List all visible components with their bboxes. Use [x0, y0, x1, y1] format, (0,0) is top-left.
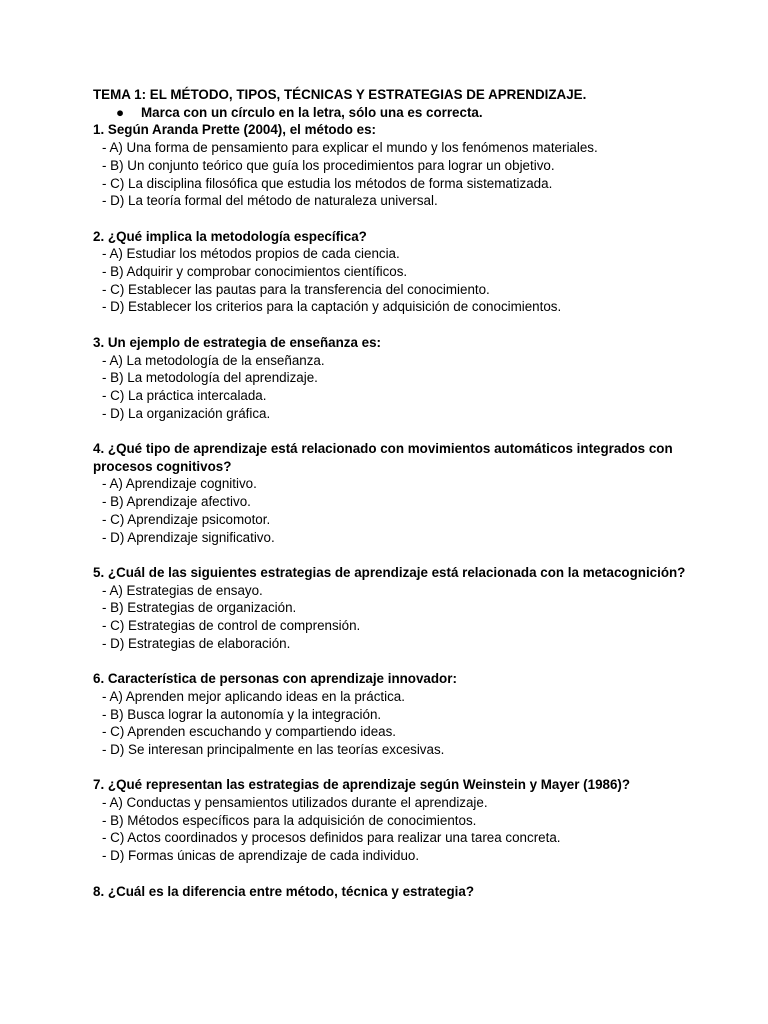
- question-7: [93, 776, 733, 865]
- option-c: - C) Establecer las pautas para la transferencia del conocimiento.: [102, 281, 490, 297]
- document-page: [93, 86, 733, 918]
- question-text: 4. ¿Qué tipo de aprendizaje está relacionado con movimientos automáticos integrados con procesos cognitivos?: [93, 441, 673, 474]
- option-b: - B) Estrategias de organización.: [102, 600, 297, 616]
- bullet-icon: ●: [116, 104, 125, 120]
- question-text: 5. ¿Cuál de las siguientes estrategias de aprendizaje está relacionada con la metacognición?: [93, 564, 686, 580]
- option-b: - B) Métodos específicos para la adquisición de conocimientos.: [102, 812, 477, 828]
- option-b: - B) Adquirir y comprobar conocimientos científicos.: [102, 264, 408, 280]
- option-c: - C) Estrategias de control de comprensión.: [102, 618, 361, 634]
- question-2: [93, 228, 733, 317]
- option-d: - D) La organización gráfica.: [102, 405, 271, 421]
- instruction-line: [93, 104, 733, 122]
- question-5: [93, 564, 733, 653]
- question-text: 2. ¿Qué implica la metodología específica?: [93, 228, 367, 244]
- option-a: - A) La metodología de la enseñanza.: [102, 352, 325, 368]
- option-c: - C) Aprenden escuchando y compartiendo ideas.: [102, 724, 397, 740]
- question-text: 3. Un ejemplo de estrategia de enseñanza es:: [93, 334, 382, 350]
- option-a: - A) Aprendizaje cognitivo.: [102, 476, 257, 492]
- document-title: TEMA 1: EL MÉTODO, TIPOS, TÉCNICAS Y ESTRATEGIAS DE APRENDIZAJE.: [93, 87, 587, 102]
- option-d: - D) Estrategias de elaboración.: [102, 635, 291, 651]
- question-6: [93, 670, 733, 759]
- question-1: [93, 121, 733, 210]
- option-d: - D) Se interesan principalmente en las teorías excesivas.: [102, 741, 445, 757]
- question-text: 8. ¿Cuál es la diferencia entre método, técnica y estrategia?: [93, 883, 475, 899]
- option-a: - A) Aprenden mejor aplicando ideas en la práctica.: [102, 688, 405, 704]
- option-b: - B) Un conjunto teórico que guía los procedimientos para lograr un objetivo.: [102, 157, 555, 173]
- option-c: - C) La disciplina filosófica que estudia los métodos de forma sistematizada.: [102, 175, 553, 191]
- option-c: - C) Actos coordinados y procesos definidos para realizar una tarea concreta.: [102, 830, 561, 846]
- question-text: 6. Característica de personas con aprendizaje innovador:: [93, 671, 457, 687]
- option-b: - B) La metodología del aprendizaje.: [102, 370, 318, 386]
- question-8: [93, 883, 733, 901]
- question-4: [93, 440, 733, 546]
- option-d: - D) La teoría formal del método de naturaleza universal.: [102, 193, 438, 209]
- option-b: - B) Busca lograr la autonomía y la integración.: [102, 706, 382, 722]
- option-a: - A) Conductas y pensamientos utilizados durante el aprendizaje.: [102, 795, 488, 811]
- option-a: - A) Estrategias de ensayo.: [102, 582, 263, 598]
- option-d: - D) Formas únicas de aprendizaje de cada individuo.: [102, 848, 420, 864]
- question-3: [93, 334, 733, 423]
- option-b: - B) Aprendizaje afectivo.: [102, 494, 251, 510]
- option-c: - C) Aprendizaje psicomotor.: [102, 511, 271, 527]
- instruction-text: Marca con un círculo en la letra, sólo una es correcta.: [141, 104, 483, 120]
- option-a: - A) Una forma de pensamiento para explicar el mundo y los fenómenos materiales.: [102, 140, 598, 156]
- question-text: 7. ¿Qué representan las estrategias de aprendizaje según Weinstein y Mayer (1986)?: [93, 777, 631, 793]
- option-d: - D) Establecer los criterios para la captación y adquisición de conocimientos.: [102, 299, 562, 315]
- option-d: - D) Aprendizaje significativo.: [102, 529, 275, 545]
- question-text: 1. Según Aranda Prette (2004), el método es:: [93, 122, 377, 138]
- option-c: - C) La práctica intercalada.: [102, 387, 267, 403]
- option-a: - A) Estudiar los métodos propios de cada ciencia.: [102, 246, 400, 262]
